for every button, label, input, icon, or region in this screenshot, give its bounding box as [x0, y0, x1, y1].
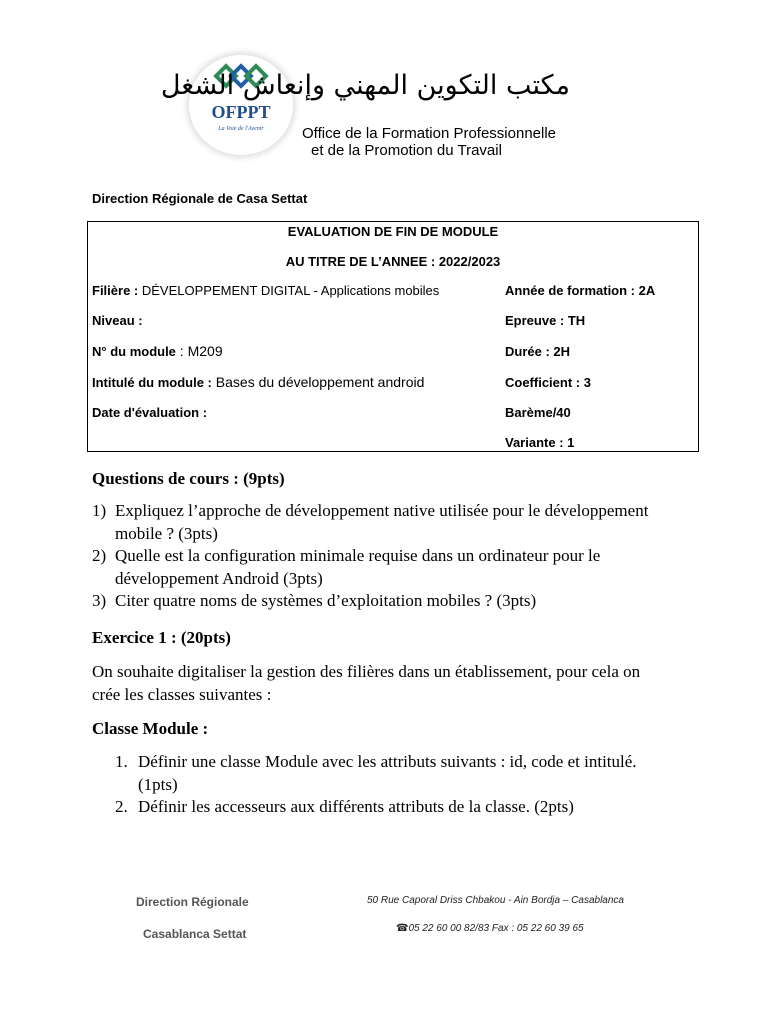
module-value: : M209: [175, 343, 223, 359]
bareme-label: Barème/40: [505, 405, 571, 420]
arabic-title: مكتب التكوين المهني وإنعاش الشغل: [160, 70, 570, 101]
variante-label: Variante : 1: [505, 435, 575, 450]
question-line: Expliquez l’approche de développement native utilisée pour le développement: [115, 501, 649, 520]
question-number: 3): [92, 591, 107, 610]
office-line-2: et de la Promotion du Travail: [311, 142, 502, 159]
module-label: N° du module: [92, 344, 176, 359]
footer-region: Casablanca Settat: [143, 927, 247, 941]
question-line: Citer quatre noms de systèmes d’exploitation mobiles ? (3pts): [115, 591, 537, 610]
footer-phone: ☎05 22 60 00 82/83 Fax : 05 22 60 39 65: [396, 923, 584, 934]
coefficient-label: Coefficient : 3: [505, 375, 591, 390]
item-line: Définir les accesseurs aux différents attributs de la classe. (2pts): [138, 797, 574, 816]
direction-regionale: Direction Régionale de Casa Settat: [92, 191, 308, 206]
classe-module-heading: Classe Module :: [92, 719, 209, 738]
list-item: [92, 500, 715, 545]
exercice-heading: Exercice 1 : (20pts): [92, 628, 231, 647]
filiere-label: Filière :: [92, 283, 139, 298]
filiere-row: [92, 283, 439, 298]
item-number: 2.: [115, 797, 128, 816]
intitule-label: Intitulé du module :: [92, 375, 212, 390]
questions-heading: Questions de cours : (9pts): [92, 469, 285, 488]
footer-address: 50 Rue Caporal Driss Chbakou - Ain Bordja – Casablanca: [367, 895, 624, 906]
filiere-value: DÉVELOPPEMENT DIGITAL - Applications mobiles: [138, 283, 440, 298]
question-line: Quelle est la configuration minimale requise dans un ordinateur pour le: [115, 546, 601, 565]
logo-text: OFPPT: [211, 102, 271, 122]
list-item: [92, 545, 715, 590]
niveau-label: Niveau :: [92, 313, 143, 328]
eval-title-1: EVALUATION DE FIN DE MODULE: [287, 224, 499, 239]
question-number: 2): [92, 546, 107, 565]
list-item: [115, 751, 698, 796]
exercice-intro-2: crée les classes suivantes :: [92, 685, 272, 704]
exercice-list: [115, 751, 698, 819]
evaluation-box: [87, 221, 699, 452]
epreuve-label: Epreuve : TH: [505, 313, 586, 328]
logo-tagline: La Voie de l'Avenir: [218, 126, 264, 132]
list-item: [92, 590, 715, 613]
office-line-1: Office de la Formation Professionnelle: [302, 125, 557, 142]
item-number: 1.: [115, 752, 128, 771]
date-label: Date d'évaluation :: [92, 405, 208, 420]
question-line: mobile ? (3pts): [115, 523, 218, 543]
annee-label: Année de formation : 2A: [505, 283, 656, 298]
exercice-intro-1: On souhaite digitaliser la gestion des filières dans un établissement, pour cela on: [92, 662, 641, 681]
item-line: (1pts): [138, 774, 178, 794]
item-line: Définir une classe Module avec les attributs suivants : id, code et intitulé.: [138, 752, 637, 771]
question-line: développement Android (3pts): [115, 568, 323, 588]
list-item: [115, 796, 698, 819]
footer-direction: Direction Régionale: [136, 895, 249, 909]
duree-label: Durée : 2H: [505, 344, 571, 359]
eval-title-2: AU TITRE DE L’ANNEE : 2022/2023: [285, 254, 501, 269]
intitule-row: [92, 374, 424, 390]
intitule-value: Bases du développement android: [211, 374, 425, 390]
question-number: 1): [92, 501, 107, 520]
questions-list: [92, 500, 715, 613]
module-row: [92, 343, 223, 359]
